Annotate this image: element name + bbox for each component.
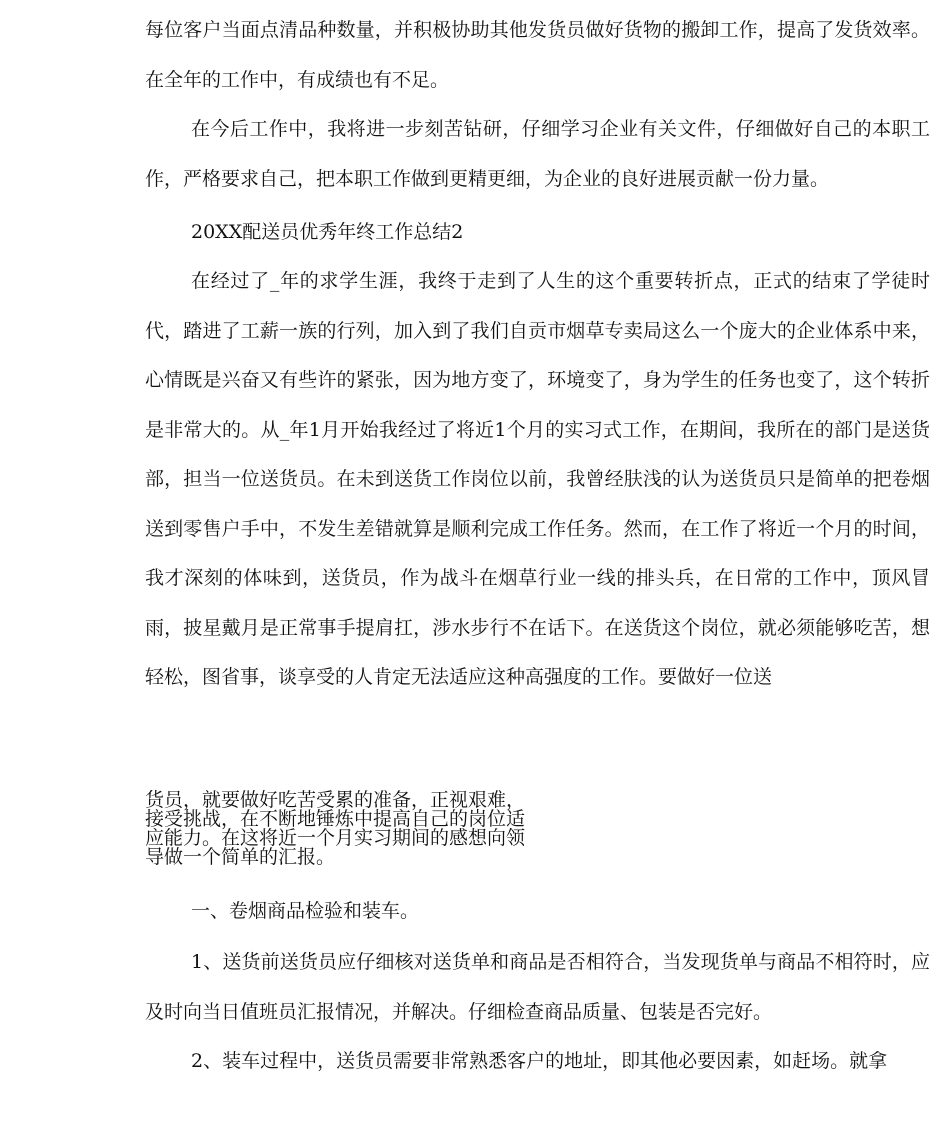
section-heading: 20XX配送员优秀年终工作总结2 [191, 221, 464, 243]
body-paragraph: 1、送货前送货员应仔细核对送货单和商品是否相符合，当发现货单与商品不相符时，应及时向当日值班员汇报情况，并解决。仔细检查商品质量、包装是否完好。 [145, 951, 930, 1023]
body-paragraph: 2、装车过程中，送货员需要非常熟悉客户的地址，即其他必要因素，如赶场。就拿 [191, 1050, 888, 1072]
body-paragraph: 在今后工作中，我将进一步刻苦钻研，仔细学习企业有关文件，仔细做好自己的本职工作，严格要求自己，把本职工作做到更精更细，为企业的良好进展贡献一份力量。 [145, 118, 930, 190]
body-paragraph: 货员，就要做好吃苦受累的准备，正视艰难，接受挑战，在不断地锤炼中提高自己的岗位适应能力。在这将近一个月实习期间的感想向领导做一个简单的汇报。 [145, 789, 526, 868]
body-paragraph: 在经过了_年的求学生涯，我终于走到了人生的这个重要转折点，正式的结束了学徒时代，踏进了工薪一族的行列，加入到了我们自贡市烟草专卖局这么一个庞大的企业体系中来，心情既是兴奋又有些许的紧张，因为地方变了，环境变了，身为学生的任务也变了，这个转折是非常大的。从_年1月开始我经过了将近1个月的实习式工作，在期间，我所在的部门是送货部，担当一位送货员。在未到送货工作岗位以前，我曾经肤浅的认为送货员只是简单的把卷烟送到零售户手中，不发生差错就算是顺利完成工作任务。然而，在工作了将近一个月的时间，我才深刻的体味到，送货员，作为战斗在烟草行业一线的排头兵，在日常的工作中，顶风冒雨，披星戴月是正常事手提肩扛，涉水步行不在话下。在送货这个岗位，就必须能够吃苦，想轻松，图省事，谈享受的人肯定无法适应这种高强度的工作。要做好一位送 [145, 270, 930, 688]
body-paragraph: 每位客户当面点清品种数量，并积极协助其他发货员做好货物的搬卸工作，提高了发货效率。在全年的工作中，有成绩也有不足。 [145, 19, 930, 91]
section-heading: 一、卷烟商品检验和装车。 [191, 900, 420, 922]
